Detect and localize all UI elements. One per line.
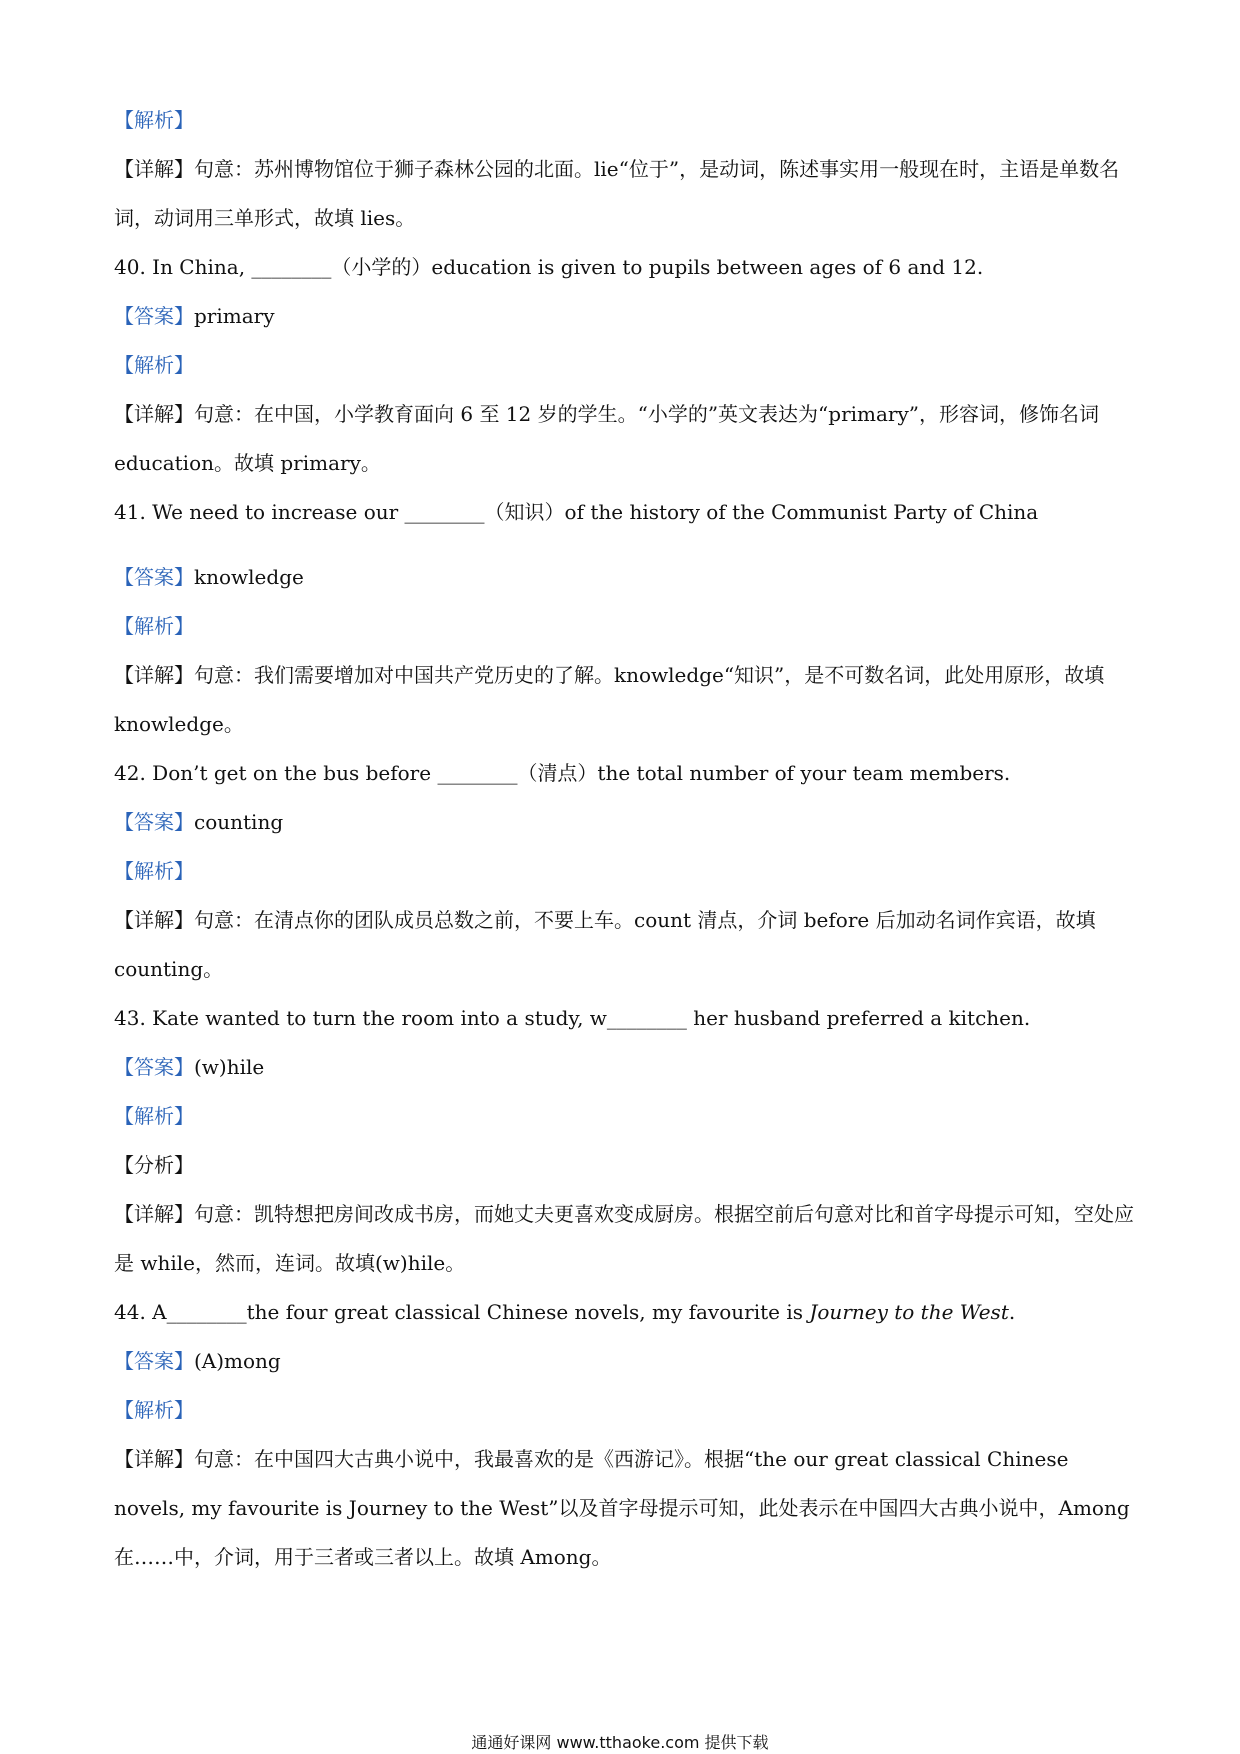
answer-label: 【答案】 bbox=[114, 565, 194, 589]
answer-value: (w)hile bbox=[194, 1055, 265, 1079]
question-44-italic-title: Journey to the West bbox=[809, 1300, 1009, 1324]
analysis-label: 【解析】 bbox=[114, 353, 194, 377]
question-44-text: 44. A________the four great classical Chinese novels, my favourite is bbox=[114, 1300, 810, 1324]
analysis-label: 【解析】 bbox=[114, 1104, 194, 1128]
question-44-end: . bbox=[1008, 1300, 1016, 1324]
answer-value: knowledge bbox=[194, 565, 304, 589]
detail-paragraph: 【详解】句意：在中国，小学教育面向 6 至 12 岁的学生。“小学的”英文表达为“primary”，形容词，修饰名词 education。故填 primary。 bbox=[114, 402, 1100, 475]
detail-paragraph: 【详解】句意：在中国四大古典小说中，我最喜欢的是《西游记》。根据“the our great classical Chinese novels, my favourite is Journey to the West”以及首字母提示可知，此处表示在中国四大古典小说中，Among 在……中，介词，用于三者或三者以上。故填 Among。 bbox=[114, 1447, 1130, 1569]
question-44 bbox=[114, 1288, 1134, 1337]
analysis-label: 【解析】 bbox=[114, 614, 194, 638]
spacer bbox=[114, 537, 1134, 553]
analysis-label: 【解析】 bbox=[114, 859, 194, 883]
analysis-label: 【解析】 bbox=[114, 1398, 194, 1422]
analysis-sub-label: 【分析】 bbox=[114, 1153, 194, 1177]
analysis-label: 【解析】 bbox=[114, 108, 194, 132]
page-footer: 通通好课网 www.tthaoke.com 提供下载 bbox=[471, 1733, 769, 1752]
answer-value: counting bbox=[194, 810, 284, 834]
answer-label: 【答案】 bbox=[114, 1055, 194, 1079]
detail-paragraph: 【详解】句意：苏州博物馆位于狮子森林公园的北面。lie“位于”，是动词，陈述事实用一般现在时，主语是单数名词，动词用三单形式，故填 lies。 bbox=[114, 157, 1120, 230]
answer-line bbox=[114, 292, 1134, 341]
document-page bbox=[114, 96, 1134, 1582]
answer-line bbox=[114, 1043, 1134, 1092]
answer-value: primary bbox=[194, 304, 275, 328]
detail-paragraph: 【详解】句意：我们需要增加对中国共产党历史的了解。knowledge“知识”，是不可数名词，此处用原形，故填 knowledge。 bbox=[114, 663, 1105, 736]
question-40: 40. In China, ________（小学的）education is given to pupils between ages of 6 and 12. bbox=[114, 255, 984, 279]
answer-line bbox=[114, 798, 1134, 847]
answer-line bbox=[114, 553, 1134, 602]
question-42: 42. Don’t get on the bus before ________（清点）the total number of your team members. bbox=[114, 761, 1011, 785]
answer-label: 【答案】 bbox=[114, 304, 194, 328]
answer-label: 【答案】 bbox=[114, 810, 194, 834]
answer-value: (A)mong bbox=[194, 1349, 281, 1373]
detail-paragraph: 【详解】句意：凯特想把房间改成书房，而她丈夫更喜欢变成厨房。根据空前后句意对比和首字母提示可知，空处应是 while，然而，连词。故填(w)hile。 bbox=[114, 1202, 1134, 1275]
answer-line bbox=[114, 1337, 1134, 1386]
detail-paragraph: 【详解】句意：在清点你的团队成员总数之前，不要上车。count 清点，介词 before 后加动名词作宾语，故填 counting。 bbox=[114, 908, 1096, 981]
question-41: 41. We need to increase our ________（知识）of the history of the Communist Party of China bbox=[114, 500, 1039, 524]
question-43: 43. Kate wanted to turn the room into a study, w________ her husband preferred a kitchen. bbox=[114, 1006, 1031, 1030]
answer-label: 【答案】 bbox=[114, 1349, 194, 1373]
